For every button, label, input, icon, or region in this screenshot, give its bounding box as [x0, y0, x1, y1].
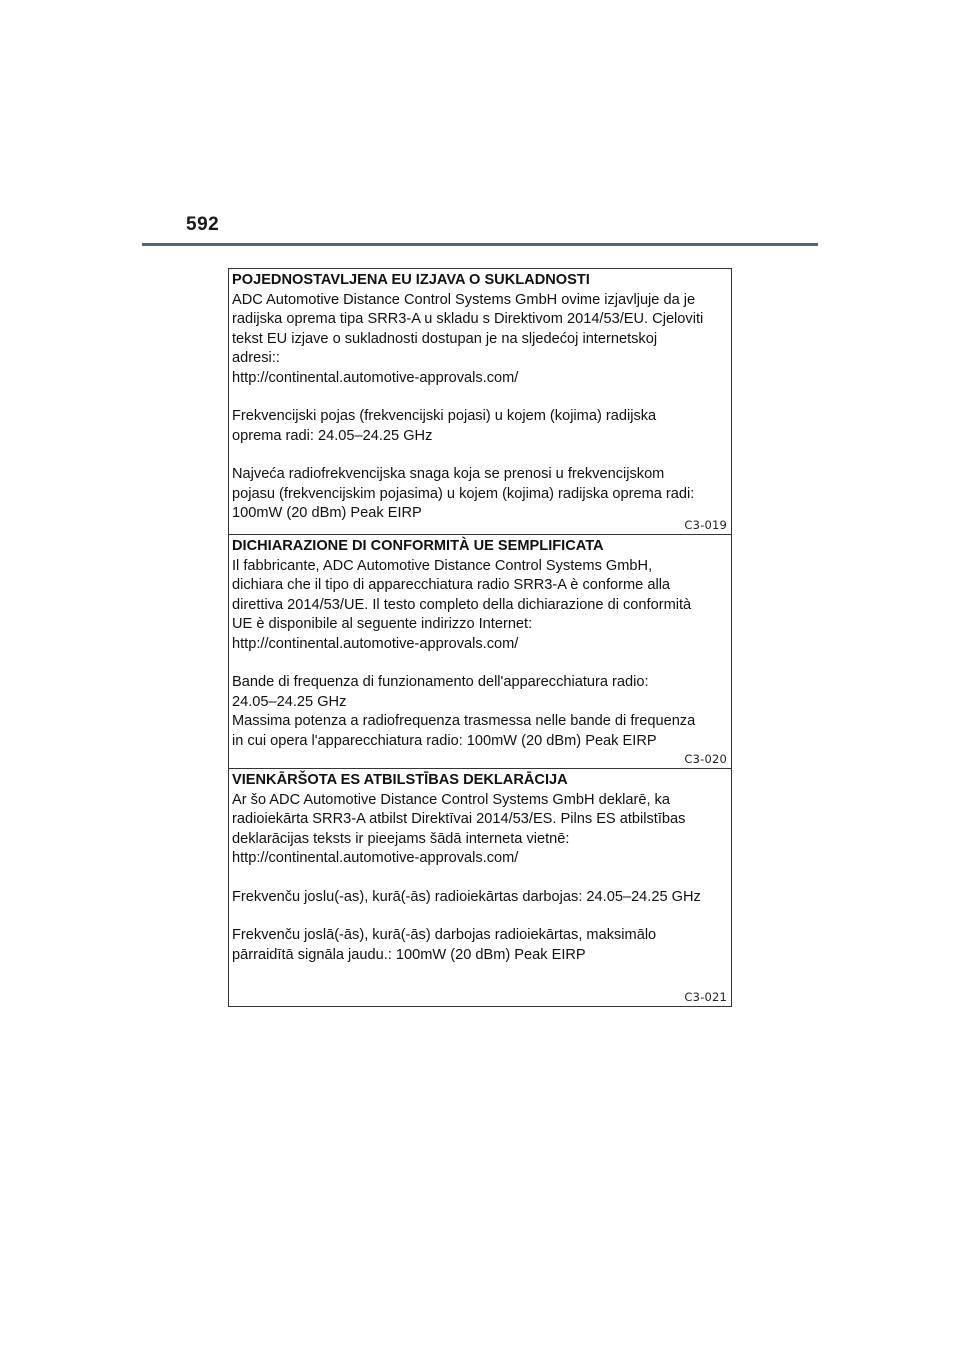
text-line: adresi:: [232, 350, 280, 366]
text-line: pojasu (frekvencijskim pojasima) u kojem (kojima) radijska oprema radi: [232, 485, 695, 502]
text-line: Bande di frequenza di funzionamento dell'apparecchiatura radio: [232, 674, 649, 690]
text-line: in cui opera l'apparecchiatura radio: 100mW (20 dBm) Peak EIRP [232, 732, 657, 749]
url-text: http://continental.automotive-approvals.com/ [232, 369, 519, 386]
paragraph [232, 926, 729, 965]
section-title: DICHIARAZIONE DI CONFORMITÀ UE SEMPLIFICATA [232, 538, 604, 554]
text-line: oprema radi: 24.05–24.25 GHz [232, 427, 433, 444]
text-line: Massima potenza a radiofrequenza trasmessa nelle bande di frequenza [232, 713, 696, 729]
declaration-section-latvian [229, 769, 731, 1006]
section-title: VIENKĀRŠOTA ES ATBILSTĪBAS DEKLARĀCIJA [232, 772, 568, 788]
text-line: Najveća radiofrekvencijska snaga koja se prenosi u frekvencijskom [232, 466, 665, 482]
paragraph [232, 673, 729, 751]
text-line: Frekvenču joslu(-as), kurā(-ās) radioiekārtas darbojas: 24.05–24.25 GHz [232, 888, 701, 905]
text-line: direttiva 2014/53/UE. Il testo completo della dichiarazione di conformità [232, 596, 692, 613]
paragraph-gap [232, 446, 729, 465]
paragraph [232, 407, 729, 446]
paragraph [232, 465, 729, 524]
paragraph-gap [232, 654, 729, 673]
text-line: Frekvencijski pojas (frekvencijski pojasi) u kojem (kojima) radijska [232, 408, 657, 424]
paragraph-gap [232, 907, 729, 926]
declaration-section-croatian [229, 269, 731, 535]
paragraph [232, 557, 729, 655]
section-title: POJEDNOSTAVLJENA EU IZJAVA O SUKLADNOSTI [232, 272, 590, 288]
declaration-section-italian [229, 535, 731, 769]
paragraph [232, 791, 729, 869]
paragraph [232, 291, 729, 389]
text-line: dichiara che il tipo di apparecchiatura radio SRR3-A è conforme alla [232, 577, 671, 593]
text-line: 100mW (20 dBm) Peak EIRP [232, 505, 422, 521]
figure-code-label: C3-019 [684, 518, 727, 532]
text-line: Frekvenču joslā(-ās), kurā(-ās) darbojas radioiekārtas, maksimālo [232, 927, 657, 943]
text-line: tekst EU izjave o sukladnosti dostupan je na sljedećoj internetskoj [232, 330, 658, 347]
text-line: radijska oprema tipa SRR3-A u skladu s Direktivom 2014/53/EU. Cjeloviti [232, 311, 704, 327]
paragraph-gap [232, 388, 729, 407]
paragraph-gap [232, 869, 729, 888]
figure-code-label: C3-021 [684, 990, 727, 1004]
declaration-frame [228, 268, 732, 1007]
text-line: radioiekārta SRR3-A atbilst Direktīvai 2014/53/ES. Pilns ES atbilstības [232, 811, 686, 827]
text-line: ADC Automotive Distance Control Systems GmbH ovime izjavljuje da je [232, 291, 696, 308]
url-text: http://continental.automotive-approvals.com/ [232, 850, 519, 866]
text-line: deklarācijas teksts ir pieejams šādā interneta vietnē: [232, 830, 570, 847]
text-line: pārraidītā signāla jaudu.: 100mW (20 dBm) Peak EIRP [232, 946, 586, 963]
text-line: Il fabbricante, ADC Automotive Distance Control Systems GmbH, [232, 557, 653, 574]
text-line: 24.05–24.25 GHz [232, 693, 347, 710]
text-line: Ar šo ADC Automotive Distance Control Systems GmbH deklarē, ka [232, 791, 670, 808]
text-line: UE è disponibile al seguente indirizzo Internet: [232, 616, 533, 632]
page-number: 592 [186, 214, 220, 235]
figure-code-label: C3-020 [684, 752, 727, 766]
paragraph [232, 888, 729, 908]
url-text: http://continental.automotive-approvals.com/ [232, 635, 519, 652]
header-rule [142, 243, 818, 246]
